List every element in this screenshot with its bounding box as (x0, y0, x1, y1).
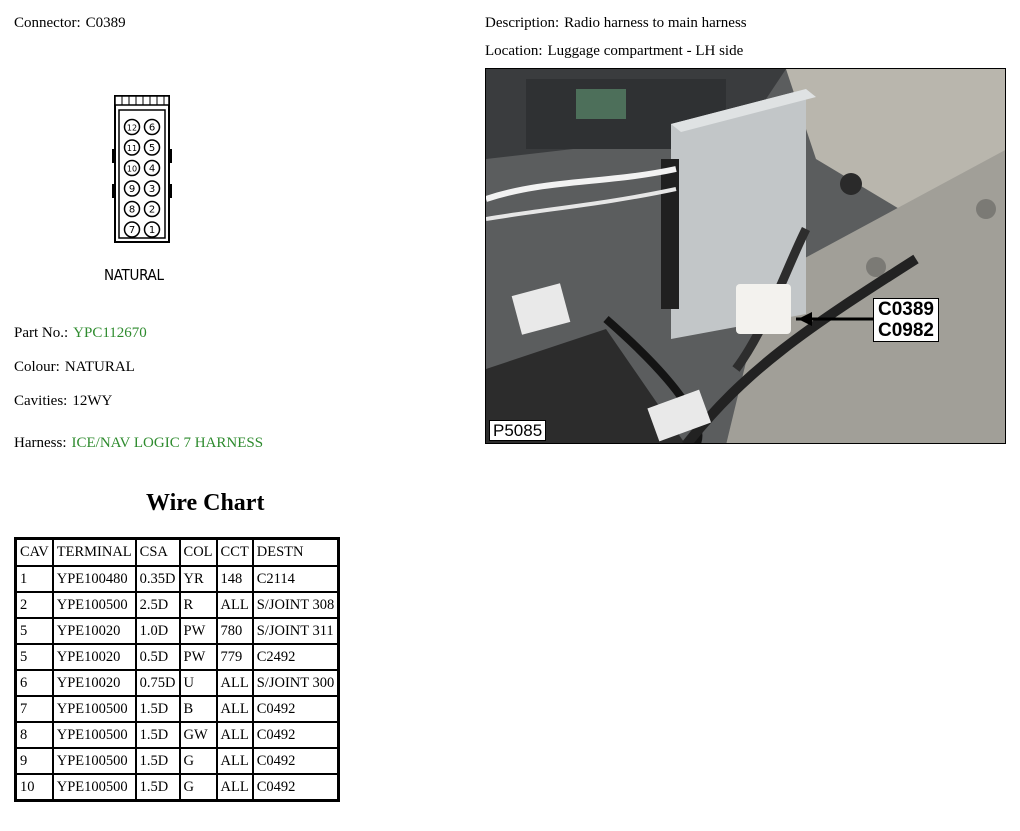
table-cell-cav: 2 (16, 592, 53, 618)
table-cell-csa: 0.75D (136, 670, 180, 696)
table-cell-cav: 1 (16, 566, 53, 592)
table-cell-terminal: YPE100500 (53, 748, 136, 774)
pin-number: 8 (128, 204, 136, 216)
table-row (16, 592, 339, 618)
pin-number: 2 (148, 204, 156, 216)
table-cell-cav: 6 (16, 670, 53, 696)
table-cell-cct: ALL (217, 774, 253, 801)
table-cell-csa: 1.5D (136, 696, 180, 722)
cavities-line (14, 393, 112, 410)
table-cell-cct: 148 (217, 566, 253, 592)
pin-number: 9 (128, 184, 136, 195)
location-photo (485, 68, 1006, 444)
table-cell-cct: ALL (217, 696, 253, 722)
table-row (16, 748, 339, 774)
table-cell-cav: 5 (16, 644, 53, 670)
table-cell-col: PW (180, 618, 217, 644)
photo-callout (873, 298, 939, 342)
table-cell-terminal: YPE100500 (53, 696, 136, 722)
part-no-line (14, 325, 147, 342)
connector-value: C0389 (85, 15, 126, 31)
pin-number: 12 (126, 123, 138, 133)
column-header-csa: CSA (136, 539, 180, 567)
pin-number: 10 (126, 164, 138, 174)
table-cell-destn: C0492 (253, 722, 339, 748)
cavities-label: Cavities: (14, 393, 68, 409)
table-header-row (16, 539, 339, 567)
table-row (16, 618, 339, 644)
table-cell-cav: 5 (16, 618, 53, 644)
table-cell-col: YR (180, 566, 217, 592)
cavities-value: 12WY (72, 393, 113, 409)
table-cell-terminal: YPE100500 (53, 722, 136, 748)
wire-chart-title: Wire Chart (146, 490, 265, 516)
connector-colour-caption: NATURAL (104, 266, 164, 284)
table-body (16, 566, 339, 801)
table-cell-col: R (180, 592, 217, 618)
table-cell-col: G (180, 774, 217, 801)
connector-label: Connector: (14, 15, 81, 31)
table-cell-col: U (180, 670, 217, 696)
pin-number: 7 (128, 225, 136, 236)
table-cell-cct: 780 (217, 618, 253, 644)
column-header-destn: DESTN (253, 539, 339, 567)
harness-value: ICE/NAV LOGIC 7 HARNESS (71, 435, 264, 451)
table-cell-csa: 0.5D (136, 644, 180, 670)
table-cell-destn: C0492 (253, 696, 339, 722)
table-row (16, 722, 339, 748)
description-value: Radio harness to main harness (564, 15, 747, 31)
table-cell-cct: ALL (217, 670, 253, 696)
table-row (16, 774, 339, 801)
table-cell-destn: C0492 (253, 774, 339, 801)
column-header-cav: CAV (16, 539, 53, 567)
pin-number: 11 (126, 144, 138, 153)
table-cell-csa: 0.35D (136, 566, 180, 592)
description-line (485, 15, 747, 32)
table-cell-terminal: YPE100500 (53, 774, 136, 801)
table-cell-terminal: YPE10020 (53, 670, 136, 696)
connector-line (14, 15, 126, 32)
table-cell-terminal: YPE100500 (53, 592, 136, 618)
table-cell-col: PW (180, 644, 217, 670)
connector-face-diagram (112, 94, 172, 246)
part-no-label: Part No.: (14, 325, 69, 341)
table-cell-cct: ALL (217, 748, 253, 774)
table-cell-col: G (180, 748, 217, 774)
table-cell-cct: ALL (217, 592, 253, 618)
column-header-terminal: TERMINAL (53, 539, 136, 567)
table-cell-destn: S/JOINT 300 (253, 670, 339, 696)
table-cell-col: B (180, 696, 217, 722)
table-cell-cav: 8 (16, 722, 53, 748)
colour-value: NATURAL (64, 359, 135, 375)
table-cell-csa: 1.5D (136, 722, 180, 748)
harness-line (14, 435, 263, 452)
column-header-cct: CCT (217, 539, 253, 567)
location-photo-illustration (486, 69, 1006, 444)
callout-c0389: C0389 (878, 299, 934, 320)
table-cell-csa: 1.5D (136, 748, 180, 774)
table-cell-destn: C2114 (253, 566, 339, 592)
photo-reference: P5085 (489, 420, 546, 441)
table-cell-cct: ALL (217, 722, 253, 748)
colour-label: Colour: (14, 359, 60, 375)
pin-number: 3 (148, 184, 156, 195)
table-cell-terminal: YPE10020 (53, 618, 136, 644)
harness-label: Harness: (14, 435, 67, 451)
table-cell-col: GW (180, 722, 217, 748)
location-label: Location: (485, 43, 543, 59)
colour-line (14, 359, 135, 376)
table-cell-csa: 2.5D (136, 592, 180, 618)
table-row (16, 566, 339, 592)
table-cell-destn: S/JOINT 311 (253, 618, 339, 644)
table-cell-cav: 9 (16, 748, 53, 774)
table-cell-cav: 7 (16, 696, 53, 722)
pin-number: 6 (148, 122, 156, 134)
part-no-value: YPC112670 (73, 325, 147, 341)
table-cell-destn: C0492 (253, 748, 339, 774)
table-cell-destn: C2492 (253, 644, 339, 670)
table-cell-csa: 1.0D (136, 618, 180, 644)
table-cell-destn: S/JOINT 308 (253, 592, 339, 618)
wire-chart-table (14, 537, 340, 802)
pin-number: 5 (148, 143, 156, 154)
table-cell-cav: 10 (16, 774, 53, 801)
table-row (16, 670, 339, 696)
table-cell-cct: 779 (217, 644, 253, 670)
column-header-col: COL (180, 539, 217, 567)
pin-number: 4 (148, 163, 156, 175)
location-line (485, 43, 743, 60)
table-cell-csa: 1.5D (136, 774, 180, 801)
description-label: Description: (485, 15, 560, 31)
location-value: Luggage compartment - LH side (547, 43, 744, 59)
pin-number: 1 (148, 225, 156, 236)
table-cell-terminal: YPE100480 (53, 566, 136, 592)
callout-c0982: C0982 (878, 320, 934, 341)
table-row (16, 644, 339, 670)
table-cell-terminal: YPE10020 (53, 644, 136, 670)
table-row (16, 696, 339, 722)
